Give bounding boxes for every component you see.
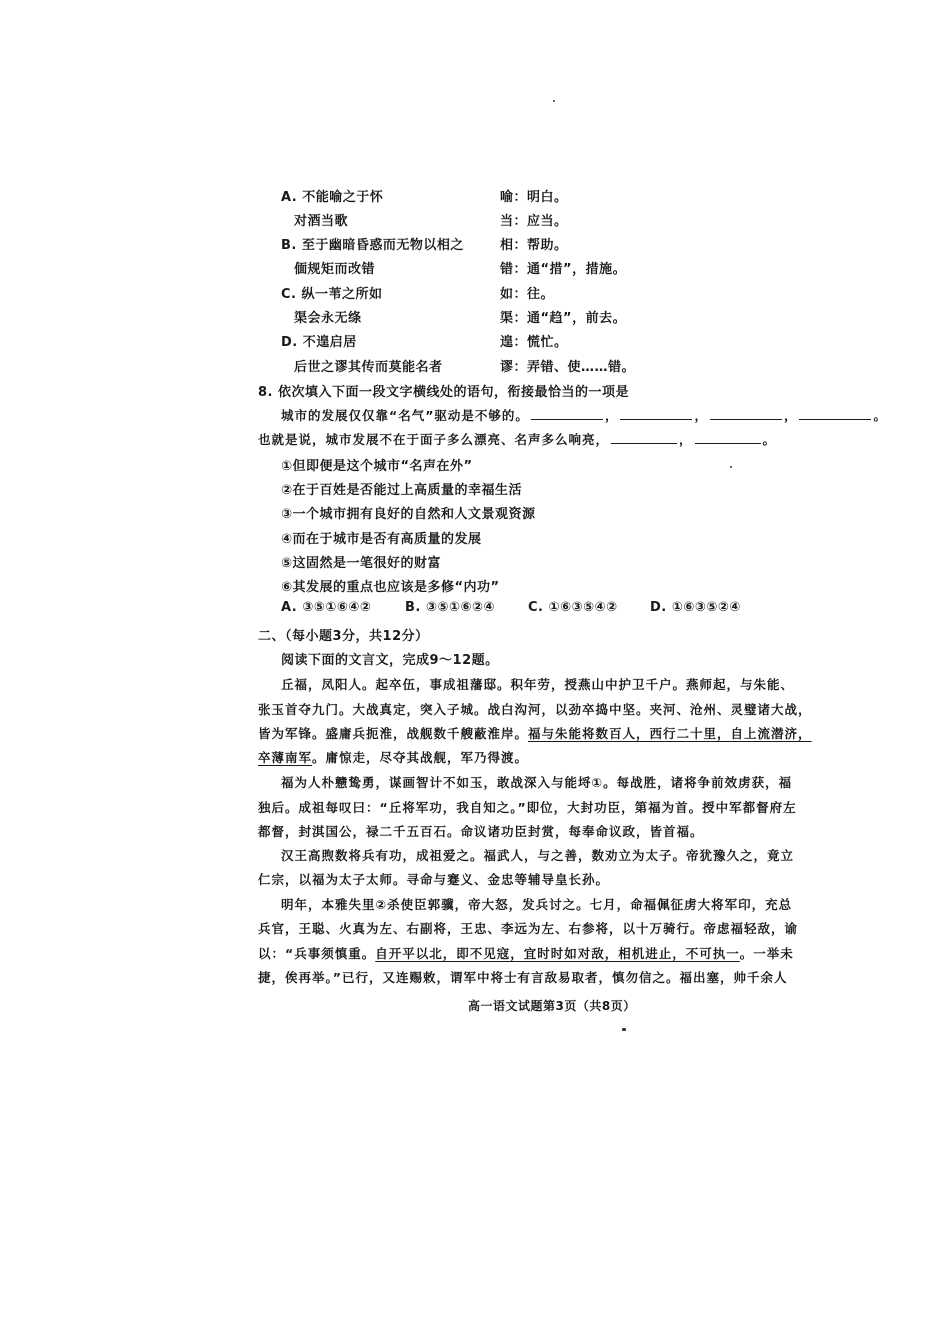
q8-choice-c: C. ①⑥③⑤④② [528, 600, 618, 615]
q8-passage-line-1: 城市的发展仅仅靠“名气”驱动是不够的。 ， ， ， 。 [281, 408, 887, 423]
passage-p1-line-1: 丘福，凤阳人。起卒伍，事成祖藩邸。积年劳，授燕山中护卫千户。燕师起，与朱能、 [281, 677, 795, 692]
q7-item-5-right: 如：往。 [500, 287, 555, 302]
q8-stem: 8. 依次填入下面一段文字横线处的语句，衔接最恰当的一项是 [258, 385, 630, 400]
q8-choice-a: A. ③⑤①⑥④② [281, 600, 372, 615]
passage-p1-line-4-text: 。庸惊走，尽夺其战舰，军乃得渡。 [312, 750, 529, 765]
scan-speck [553, 100, 555, 102]
passage-p2-line-2: 独后。成祖每叹曰：“丘将军功，我自知之。”即位，大封功臣，第福为首。授中军都督府左 [258, 800, 797, 815]
q7-item-1-right: 喻：明白。 [500, 190, 568, 205]
q7-item-2-left: 对酒当歌 [294, 214, 349, 229]
passage-p3-line-1: 汉王高煦数将兵有功，成祖爱之。福武人，与之善，数劝立为太子。帝犹豫久之，竟立 [281, 848, 795, 863]
passage-underlined-sentence-2: 自开平以北，即不见寇，宜时时如对敌，相机进止，不可执一 [375, 946, 740, 961]
q8-option-3: ③一个城市拥有良好的自然和人文景观资源 [281, 507, 536, 522]
scan-speck [730, 466, 732, 468]
q7-item-8-right: 谬：弄错、使……错。 [500, 360, 636, 375]
passage-p1-line-3 [258, 724, 812, 742]
q8-option-5: ⑤这固然是一笔很好的财富 [281, 556, 442, 571]
q8-blank-6 [695, 431, 761, 444]
q8-blank-3 [710, 407, 782, 420]
q7-item-8-left: 后世之谬其传而莫能名者 [294, 360, 443, 375]
page-footer: 高一语文试题第3页（共8页） [468, 999, 636, 1013]
scan-speck [622, 1028, 626, 1031]
q8-choice-d: D. ①⑥③⑤②④ [650, 600, 741, 615]
passage-p4-line-4: 捷，俟再举。”已行，又连赐敕，谓军中将士有言敌易取者，慎勿信之。福出塞，帅千余人 [258, 970, 788, 985]
passage-p4-line-3-text: 以：“兵事须慎重。 [258, 946, 376, 961]
passage-p2-line-1: 福为人朴戆鸷勇，谋画智计不如玉，敢战深入与能埒①。每战胜，诸将争前效虏获，福 [281, 775, 793, 790]
q8-passage-line-2: 也就是说，城市发展不在于面子多么漂亮、名声多么响亮， ， 。 [258, 432, 777, 447]
q8-blank-5 [611, 431, 677, 444]
q7-item-7-right: 遑：慌忙。 [500, 335, 568, 350]
q7-item-2-right: 当：应当。 [500, 214, 568, 229]
q8-choice-b: B. ③⑤①⑥②④ [405, 600, 495, 615]
section-2-instruction: 阅读下面的文言文，完成9～12题。 [281, 653, 499, 668]
q8-option-1: ①但即便是这个城市“名声在外” [281, 459, 473, 474]
passage-p4-line-3 [258, 944, 794, 962]
passage-p1-line-3-text: 皆为军锋。盛庸兵扼淮，战舰数千艘蔽淮岸。 [258, 726, 529, 741]
passage-p4-line-3-end: 。一举未 [739, 946, 794, 961]
passage-underlined-sentence-1: 福与朱能将数百人，西行二十里，自上流潜济， [528, 726, 812, 741]
q8-blank-4 [799, 407, 871, 420]
passage-p1-line-4 [258, 748, 528, 766]
q7-item-3-left: B. 至于幽暗昏惑而无物以相之 [281, 238, 464, 253]
q7-item-1-left: A. 不能喻之于怀 [281, 190, 384, 205]
q8-passage-a: 城市的发展仅仅靠“名气”驱动是不够的。 [281, 408, 529, 423]
q8-option-4: ④而在于城市是否有高质量的发展 [281, 532, 482, 547]
passage-p4-line-1: 明年，本雅失里②杀使臣郭骥，帝大怒，发兵讨之。七月，命福佩征虏大将军印，充总 [281, 897, 793, 912]
q7-item-6-left: 渠会永无绦 [294, 311, 362, 326]
q8-option-6: ⑥其发展的重点也应该是多修“内功” [281, 580, 500, 595]
passage-p2-line-3: 都督，封淇国公，禄二千五百石。命议诸功臣封赏，每奉命议政，皆首福。 [258, 824, 704, 839]
passage-p4-line-2: 兵官，王聪、火真为左、右副将，王忠、李远为左、右参将，以十万骑行。帝虑福轻敌，谕 [258, 921, 799, 936]
passage-p1-line-2: 张玉首夺九门。大战真定，突入子城。战白沟河，以劲卒捣中坚。夹河、沧州、灵璧诸大战， [258, 702, 812, 717]
q8-option-2: ②在于百姓是否能过上高质量的幸福生活 [281, 483, 523, 498]
section-2-heading: 二、（每小题3分，共12分） [258, 629, 429, 644]
q7-item-4-left: 偭规矩而改错 [294, 262, 376, 277]
q7-item-4-right: 错：通“措”，措施。 [500, 262, 627, 277]
passage-p3-line-2: 仁宗，以福为太子太师。寻命与蹇义、金忠等辅导皇长孙。 [258, 872, 610, 887]
passage-underlined-sentence-1-end: 卒薄南军 [258, 750, 313, 765]
q7-item-6-right: 渠：通“趋”，前去。 [500, 311, 627, 326]
q8-passage-b: 也就是说，城市发展不在于面子多么漂亮、名声多么响亮， [258, 432, 610, 447]
q7-item-5-left: C. 纵一苇之所如 [281, 287, 383, 302]
q8-blank-2 [620, 407, 692, 420]
q7-item-3-right: 相：帮助。 [500, 238, 568, 253]
q8-blank-1 [531, 407, 603, 420]
q7-item-7-left: D. 不遑启居 [281, 335, 357, 350]
